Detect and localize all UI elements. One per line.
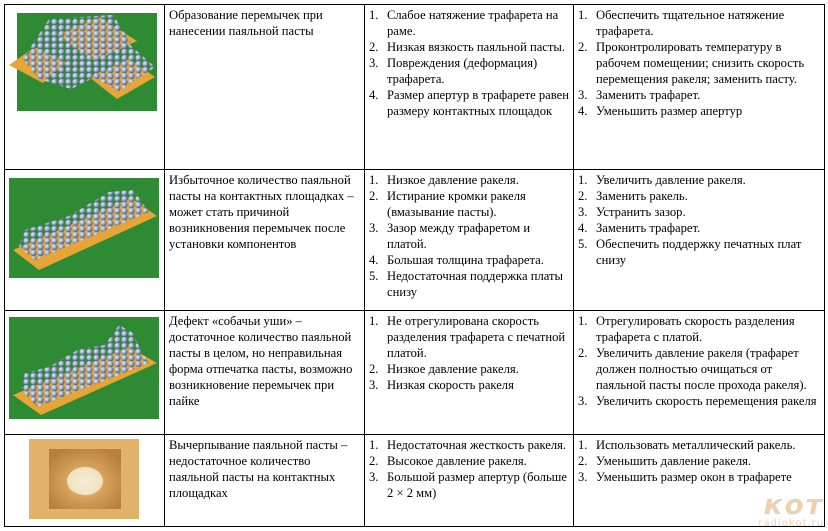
list-item: 2. Низкая вязкость паяльной пасты. (369, 40, 565, 54)
list-item: 3. Зазор между трафаретом и платой. (369, 221, 531, 251)
causes-list (369, 437, 569, 501)
list-item: 3. Низкая скорость ракеля (369, 378, 514, 392)
list-item: 5. Недостаточная поддержка платы снизу (369, 269, 563, 299)
remedies-cell (574, 311, 825, 435)
image-cell (5, 435, 165, 527)
list-item: 3. Повреждения (деформация) трафарета. (369, 56, 538, 86)
defect-description: Избыточное количество паяльной пасты на контактных площадках – может стать причиной возникновения перемычек после установки компонентов (165, 170, 365, 311)
causes-cell (365, 311, 574, 435)
watermark-logo (758, 488, 824, 529)
list-item: 1. Увеличить давление ракеля. (578, 173, 746, 187)
list-item: 2. Уменьшить давление ракеля. (578, 454, 752, 468)
scooping-illustration (9, 437, 159, 521)
watermark-brand: кот (763, 488, 824, 521)
table-row (5, 170, 825, 311)
dog-ears-illustration (9, 313, 159, 423)
list-item: 4. Большая толщина трафарета. (369, 253, 544, 267)
defect-description: Образование перемычек при нанесении паяльной пасты (165, 5, 365, 170)
causes-list (369, 172, 569, 300)
watermark-url: radiokot.ru (758, 518, 824, 529)
causes-cell (365, 170, 574, 311)
list-item: 2. Высокое давление ракеля. (369, 454, 527, 468)
defect-description: Вычерпывание паяльной пасты – недостаточное количество паяльной пасты на контактных площадках (165, 435, 365, 527)
image-cell (5, 5, 165, 170)
list-item: 3. Уменьшить размер окон в трафарете (578, 470, 792, 484)
list-item: 1. Низкое давление ракеля. (369, 173, 519, 187)
list-item: 3. Большой размер апертур (больше 2 × 2 мм) (369, 470, 567, 500)
list-item: 1. Не отрегулирована скорость разделения трафарета с печатной платой. (369, 314, 566, 360)
list-item: 1. Обеспечить тщательное натяжение трафарета. (578, 8, 785, 38)
causes-cell (365, 5, 574, 170)
excess-paste-illustration (9, 172, 159, 282)
list-item: 4. Уменьшить размер апертур (578, 104, 743, 118)
remedies-list (578, 313, 820, 409)
list-item: 3. Устранить зазор. (578, 205, 686, 219)
list-item: 5. Обеспечить поддержку печатных плат снизу (578, 237, 802, 267)
remedies-list (578, 7, 820, 119)
remedies-list (578, 172, 820, 268)
list-item: 2. Проконтролировать температуру в рабочем помещении; снизить скорость перемещения ракеля; заменить пасту. (578, 40, 805, 86)
list-item: 1. Слабое натяжение трафарета на раме. (369, 8, 559, 38)
list-item: 3. Заменить трафарет. (578, 88, 701, 102)
list-item: 4. Заменить трафарет. (578, 221, 701, 235)
table-row (5, 311, 825, 435)
list-item: 2. Низкое давление ракеля. (369, 362, 519, 376)
table-row (5, 435, 825, 527)
image-cell (5, 170, 165, 311)
causes-list (369, 313, 569, 393)
list-item: 3. Увеличить скорость перемещения ракеля (578, 394, 817, 408)
defect-description: Дефект «собачьи уши» – достаточное количество паяльной пасты в целом, но неправильная форма отпечатка пасты, возможно возникновение перемычек при пайке (165, 311, 365, 435)
list-item: 2. Заменить ракель. (578, 189, 688, 203)
list-item: 4. Размер апертур в трафарете равен размеру контактных площадок (369, 88, 569, 118)
list-item: 1. Недостаточная жесткость ракеля. (369, 438, 567, 452)
list-item: 2. Истирание кромки ракеля (вмазывание пасты). (369, 189, 526, 219)
list-item: 1. Отрегулировать скорость разделения трафарета с платой. (578, 314, 795, 344)
list-item: 2. Увеличить давление ракеля (трафарет должен полностью очищаться от паяльной пасты после прохода ракеля). (578, 346, 807, 392)
causes-list (369, 7, 569, 119)
remedies-cell (574, 170, 825, 311)
remedies-list (578, 437, 820, 485)
defects-table (4, 4, 825, 527)
image-cell (5, 311, 165, 435)
remedies-cell (574, 5, 825, 170)
bridging-paste-illustration (9, 7, 159, 117)
table-row (5, 5, 825, 170)
list-item: 1. Использовать металлический ракель. (578, 438, 796, 452)
causes-cell (365, 435, 574, 527)
